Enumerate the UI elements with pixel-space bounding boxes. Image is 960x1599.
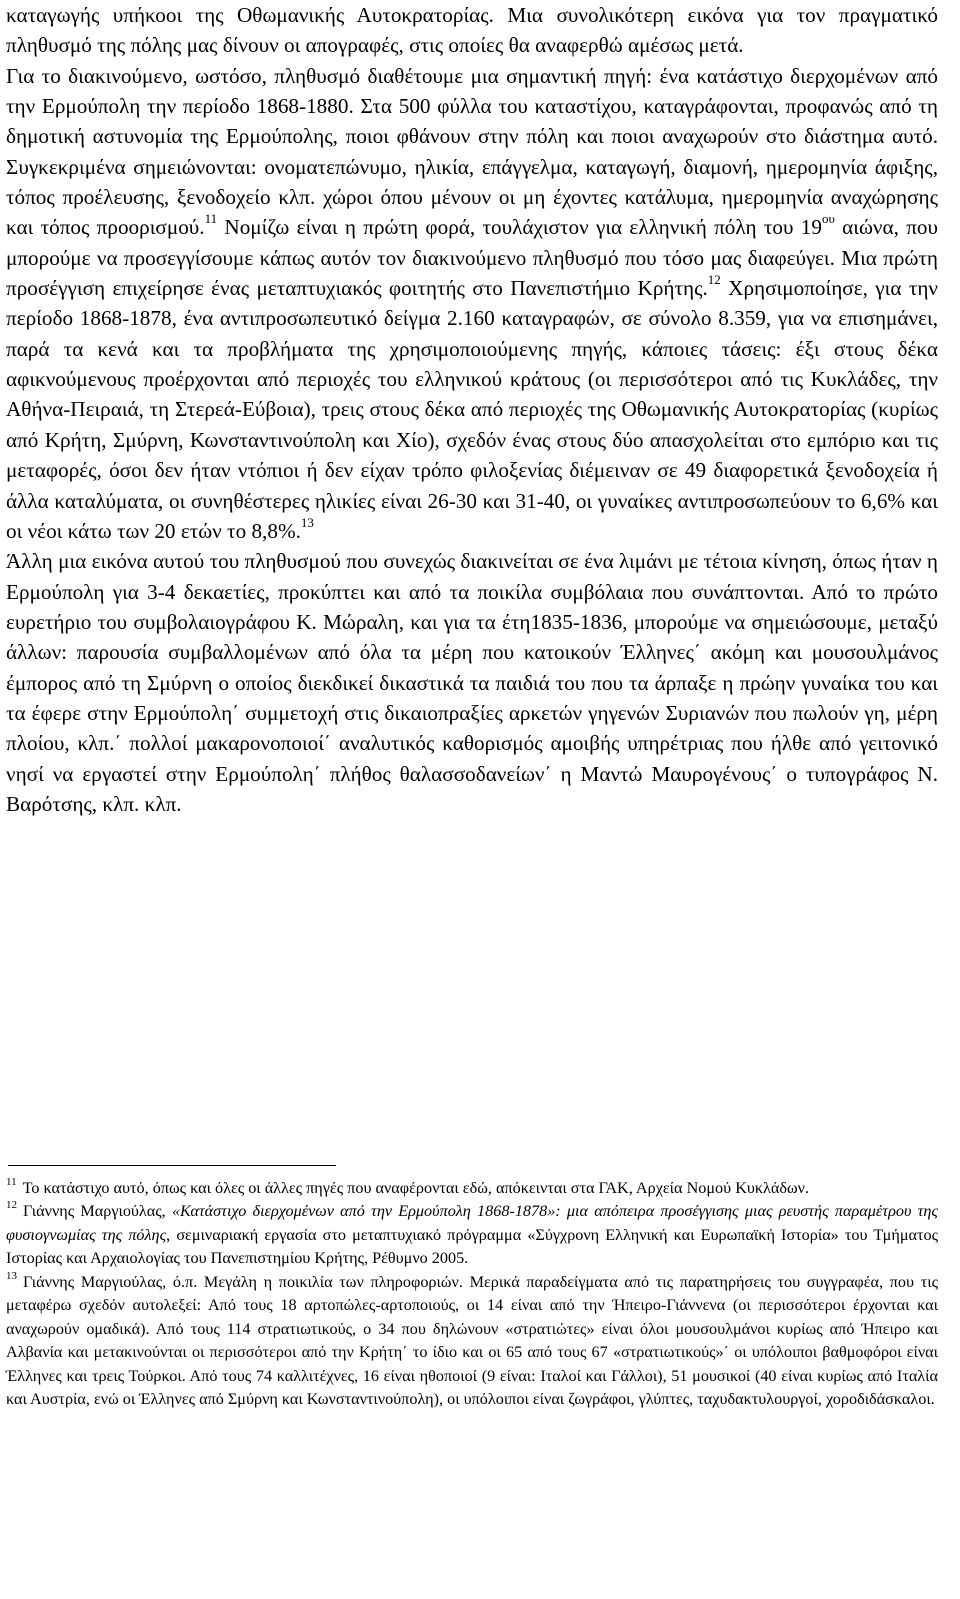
- footnote-author: Γιάννης Μαργιούλας,: [23, 1202, 172, 1221]
- paragraph-2-part-c: αιώνα, που μπορούμε να προσεγγίσουμε κάπως αυτόν τον διακινούμενο πληθυσμό που τόσο μας διαφεύγει. Μια πρώτη προσέγγιση επιχείρησε ένας μεταπτυχιακός φοιτητής στο Πανεπιστήμιο Κρήτης.: [6, 215, 938, 301]
- century-suffix: ου: [821, 211, 835, 227]
- footnote-number: 11: [6, 1176, 17, 1188]
- footnote-text: Γιάννης Μαργιούλας, ό.π. Μεγάλη η ποικιλία των πληροφοριών. Μερικά παραδείγματα από τις παρατηρήσεις του συγγραφέα, που τις μεταφέρω σχεδόν αυτολεξεί: Από τους 18 αρτοπώλες-αρτοποιούς, οι 14 είναι από την Ήπειρο-Γιάννενα (οι περισσότεροι έρχονται και αναχωρούν ομαδικά). Από τους 114 στρατιωτικούς, ο 34 που δηλώνουν «στρατιώτες» είναι όλοι μουσουλμάνοι κυρίως από Ήπειρο και Αλβανία και μετακινούνται οι περισσότεροι από την Κρήτη΄ το ίδιο και οι 65 από τους 67 «στρατιωτικούς»΄ οι υπόλοιποι βαθμοφόροι είναι Έλληνες και τρεις Τούρκοι. Από τους 74 καλλιτέχνες, 16 είναι ηθοποιοί (9 είναι: Ιταλοί και Γάλλοι), 51 μουσικοί (40 είναι κυρίως από Ιταλία και Αυστρία, ενώ οι Έλληνες από Σμύρνη και Κωνσταντινούπολη), οι υπόλοιποι είναι ζωγράφοι, γλύπτες, ταχυδακτυλουργοί, χοροδιδάσκαλοι.: [6, 1272, 938, 1409]
- main-text: [6, 0, 938, 819]
- footnote-13: [6, 1271, 938, 1412]
- paragraph-3: Άλλη μια εικόνα αυτού του πληθυσμού που συνεχώς διακινείται σε ένα λιμάνι με τέτοια κίνηση, όπως ήταν η Ερμούπολη για 3-4 δεκαετίες, προκύπτει και από τα ποικίλα συμβόλαια που συνάπτονται. Από το πρώτο ευρετήριο του συμβολαιογράφου Κ. Μώραλη, και για τα έτη1835-1836, μπορούμε να σημειώσουμε, μεταξύ άλλων: παρουσία συμβαλλομένων από όλα τα μέρη που κατοικούν Έλληνες΄ ακόμη και μουσουλμάνος έμπορος από τη Σμύρνη ο οποίος διεκδικεί δικαστικά τα παιδιά του που τα άρπαξε η πρώην γυναίκα του και τα έφερε στην Ερμούπολη΄ συμμετοχή στις δικαιοπραξίες αρκετών γηγενών Συριανών που πωλούν γη, μέρη πλοίου, κλπ.΄ πολλοί μακαρονοποιοί΄ αναλυτικός καθορισμός αμοιβής υπηρέτριας που ήλθε από γειτονικό νησί να εργαστεί στην Ερμούπολη΄ πλήθος θαλασσοδανείων΄ η Μαντώ Μαυρογένους΄ ο τυπογράφος Ν. Βαρότσης, κλπ. κλπ.: [6, 549, 938, 816]
- footnote-12: [6, 1200, 938, 1270]
- paragraph-2-part-b: Νομίζω είναι η πρώτη φορά, τουλάχιστον για ελληνική πόλη του 19: [217, 215, 822, 240]
- footnote-text: , σεμιναριακή εργασία στο μεταπτυχιακό πρόγραμμα «Σύγχρονη Ελληνική και Ευρωπαϊκή Ιστορία» του Τμήματος Ιστορίας και Αρχαιολογίας του Πανεπιστημίου Κρήτης, Ρέθυμνο 2005.: [6, 1225, 938, 1268]
- footnote-separator: [8, 1165, 336, 1166]
- footnote-ref-11: 11: [204, 211, 218, 227]
- footnote-work-title: «Κατάστιχο διερχομένων από την Ερμούπολη 1868-1878»: μια απόπειρα προσέγγισης μιας ρευστής παραμέτρου της φυσιογνωμίας της πόλης: [6, 1202, 938, 1244]
- footnote-ref-12: 12: [707, 272, 721, 288]
- footnote-11: [6, 1177, 938, 1200]
- footnote-text: Το κατάστιχο αυτό, όπως και όλες οι άλλες πηγές που αναφέρονται εδώ, απόκεινται στα ΓΑΚ, Αρχεία Νομού Κυκλάδων.: [22, 1179, 810, 1197]
- paragraph-2: [6, 61, 938, 547]
- footnote-ref-13: 13: [300, 514, 314, 530]
- footnote-number: 12: [6, 1199, 17, 1212]
- footnote-number: 13: [6, 1269, 17, 1282]
- paragraph-1: καταγωγής υπήκοοι της Οθωμανικής Αυτοκρατορίας. Μια συνολικότερη εικόνα για τον πραγματικό πληθυσμό της πόλης μας δίνουν οι απογραφές, στις οποίες θα αναφερθώ αμέσως μετά.: [6, 3, 938, 58]
- document-page: [6, 0, 938, 1409]
- paragraph-2-part-a: Για το διακινούμενο, ωστόσο, πληθυσμό διαθέτουμε μια σημαντική πηγή: ένα κατάστιχο διερχομένων από την Ερμούπολη την περίοδο 1868-1880. Στα 500 φύλλα του καταστίχου, καταγράφονται, προφανώς από τη δημοτική αστυνομία της Ερμούπολης, ποιοι φθάνουν στην πόλη και ποιοι αναχωρούν στο διάστημα αυτό. Συγκεκριμένα σημειώνονται: ονοματεπώνυμο, ηλικία, επάγγελμα, καταγωγή, διαμονή, ημερομηνία άφιξης, τόπος προέλευσης, ξενοδοχείο κλπ. χώροι όπου μένουν οι μη έχοντες κατάλυμα, ημερομηνία αναχώρησης και τόπος προορισμού.: [6, 63, 938, 240]
- footnotes: [6, 1177, 938, 1412]
- paragraph-2-part-d: Χρησιμοποίησε, για την περίοδο 1868-1878, ένα αντιπροσωπευτικό δείγμα 2.160 καταγραφών, σε σύνολο 8.359, για να επισημάνει, παρά τα κενά και τα προβλήματα της χρησιμοποιούμενης πηγής, κάποιες τάσεις: έξι στους δέκα αφικνούμενους προέρχονται από περιοχές του ελληνικού κράτους (οι περισσότεροι από τις Κυκλάδες, την Αθήνα-Πειραιά, τη Στερεά-Εύβοια), τρεις στους δέκα από περιοχές της Οθωμανικής Αυτοκρατορίας (κυρίως από Κρήτη, Σμύρνη, Κωνσταντινούπολη και Χίο), σχεδόν ένας στους δύο απασχολείται στο εμπόριο και τις μεταφορές, όσοι δεν ήταν ντόπιοι ή δεν είχαν τρόπο φιλοξενίας διέμειναν σε 49 διαφορετικά ξενοδοχεία ή άλλα καταλύματα, οι συνηθέστερες ηλικίες είναι 26-30 και 31-40, οι γυναίκες αντιπροσωπεύουν το 6,6% και οι νέοι κάτω των 20 ετών το 8,8%.: [6, 276, 938, 543]
